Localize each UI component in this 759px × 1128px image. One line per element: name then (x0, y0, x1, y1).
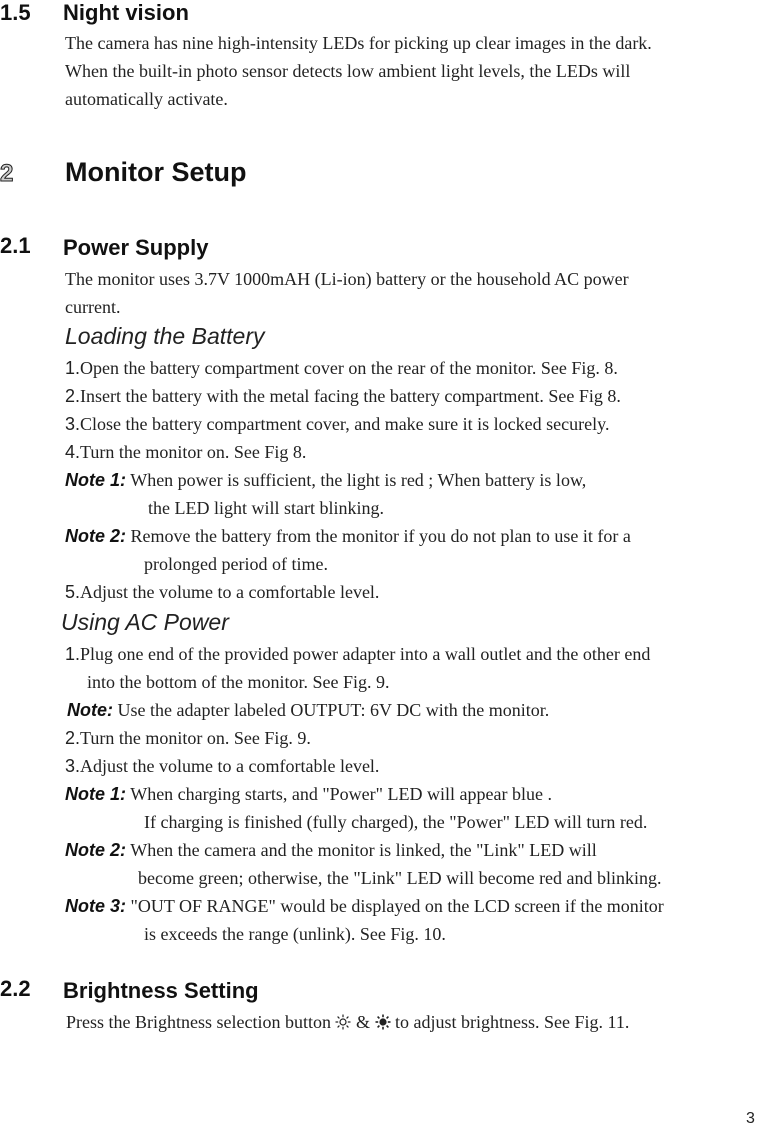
step-text: Turn the monitor on. See Fig 8. (80, 442, 307, 462)
note-label: Note 1: (65, 470, 127, 490)
note-text: When power is sufficient, the light is red ; When battery is low, (130, 470, 587, 490)
step-text: Open the battery compartment cover on the rear of the monitor. See Fig. 8. (80, 358, 618, 378)
note-text: When the camera and the monitor is linked, the "Link" LED will (130, 840, 597, 860)
note-label: Note: (67, 700, 113, 720)
section-title-power-supply: Power Supply (63, 235, 209, 260)
brightness-up-icon (375, 1014, 391, 1035)
ac-note-3-continued: is exceeds the range (unlink). See Fig. 10. (144, 924, 446, 944)
note-text: Use the adapter labeled OUTPUT: 6V DC with the monitor. (117, 700, 550, 720)
battery-step-5 (65, 582, 379, 603)
subheading-loading-battery: Loading the Battery (65, 323, 265, 349)
note-text: When charging starts, and "Power" LED will appear blue . (130, 784, 552, 804)
step-text: Turn the monitor on. See Fig. 9. (80, 728, 311, 748)
note-label: Note 1: (65, 784, 127, 804)
step-text: Insert the battery with the metal facing the battery compartment. See Fig 8. (80, 386, 621, 406)
power-supply-intro-line-1: The monitor uses 3.7V 1000mAH (Li-ion) battery or the household AC power (65, 269, 629, 289)
section-number-1-5: 1.5 (0, 0, 31, 25)
power-supply-intro-line-2: current. (65, 297, 121, 317)
section-title-brightness-setting: Brightness Setting (63, 978, 259, 1003)
note-label: Note 2: (65, 840, 127, 860)
chapter-number-2: 2 (0, 160, 14, 187)
battery-step-4 (65, 442, 306, 463)
ac-step-3 (65, 756, 379, 777)
ac-step-1 (65, 644, 650, 665)
step-number: 5. (65, 582, 81, 602)
step-text: Plug one end of the provided power adapter into a wall outlet and the other end (80, 644, 651, 664)
step-text: Adjust the volume to a comfortable level. (80, 756, 380, 776)
step-number: 2. (65, 386, 81, 406)
battery-step-1 (65, 358, 618, 379)
battery-note-1-continued: the LED light will start blinking. (148, 498, 384, 518)
ac-step-1-continued: into the bottom of the monitor. See Fig. 9. (87, 672, 390, 692)
step-text: Close the battery compartment cover, and make sure it is locked securely. (80, 414, 610, 434)
page-number: 3 (746, 1110, 755, 1127)
ampersand: & (355, 1012, 370, 1032)
battery-step-3 (65, 414, 609, 435)
night-vision-text-line-3: automatically activate. (65, 89, 228, 109)
step-number: 1. (65, 358, 81, 378)
night-vision-text-line-1: The camera has nine high-intensity LEDs for picking up clear images in the dark. (65, 33, 652, 53)
step-number: 3. (65, 756, 81, 776)
battery-note-1 (65, 470, 586, 491)
brightness-text-before: Press the Brightness selection button (66, 1012, 331, 1032)
step-text: Adjust the volume to a comfortable level. (80, 582, 380, 602)
section-number-2-2: 2.2 (0, 976, 31, 1001)
note-text: Remove the battery from the monitor if you do not plan to use it for a (130, 526, 631, 546)
step-number: 3. (65, 414, 81, 434)
night-vision-text-line-2: When the built-in photo sensor detects low ambient light levels, the LEDs will (65, 61, 631, 81)
ac-note-2-continued: become green; otherwise, the "Link" LED will become red and blinking. (138, 868, 662, 888)
brightness-down-icon (335, 1014, 351, 1035)
ac-note (67, 700, 549, 721)
note-label: Note 3: (65, 896, 127, 916)
subheading-using-ac-power: Using AC Power (61, 609, 229, 635)
battery-note-2 (65, 526, 631, 547)
note-label: Note 2: (65, 526, 127, 546)
ac-note-3 (65, 896, 664, 917)
section-number-2-1: 2.1 (0, 233, 31, 258)
ac-step-2 (65, 728, 311, 749)
step-number: 2. (65, 728, 81, 748)
ac-note-1-continued: If charging is finished (fully charged), the "Power" LED will turn red. (144, 812, 648, 832)
battery-step-2 (65, 386, 621, 407)
chapter-title-monitor-setup: Monitor Setup (65, 157, 247, 187)
brightness-instruction (66, 1012, 629, 1035)
brightness-text-after: to adjust brightness. See Fig. 11. (395, 1012, 630, 1032)
step-number: 1. (65, 644, 81, 664)
battery-note-2-continued: prolonged period of time. (144, 554, 328, 574)
step-number: 4. (65, 442, 81, 462)
ac-note-1 (65, 784, 552, 805)
note-text: "OUT OF RANGE" would be displayed on the LCD screen if the monitor (130, 896, 664, 916)
section-title-night-vision: Night vision (63, 0, 189, 25)
ac-note-2 (65, 840, 597, 861)
